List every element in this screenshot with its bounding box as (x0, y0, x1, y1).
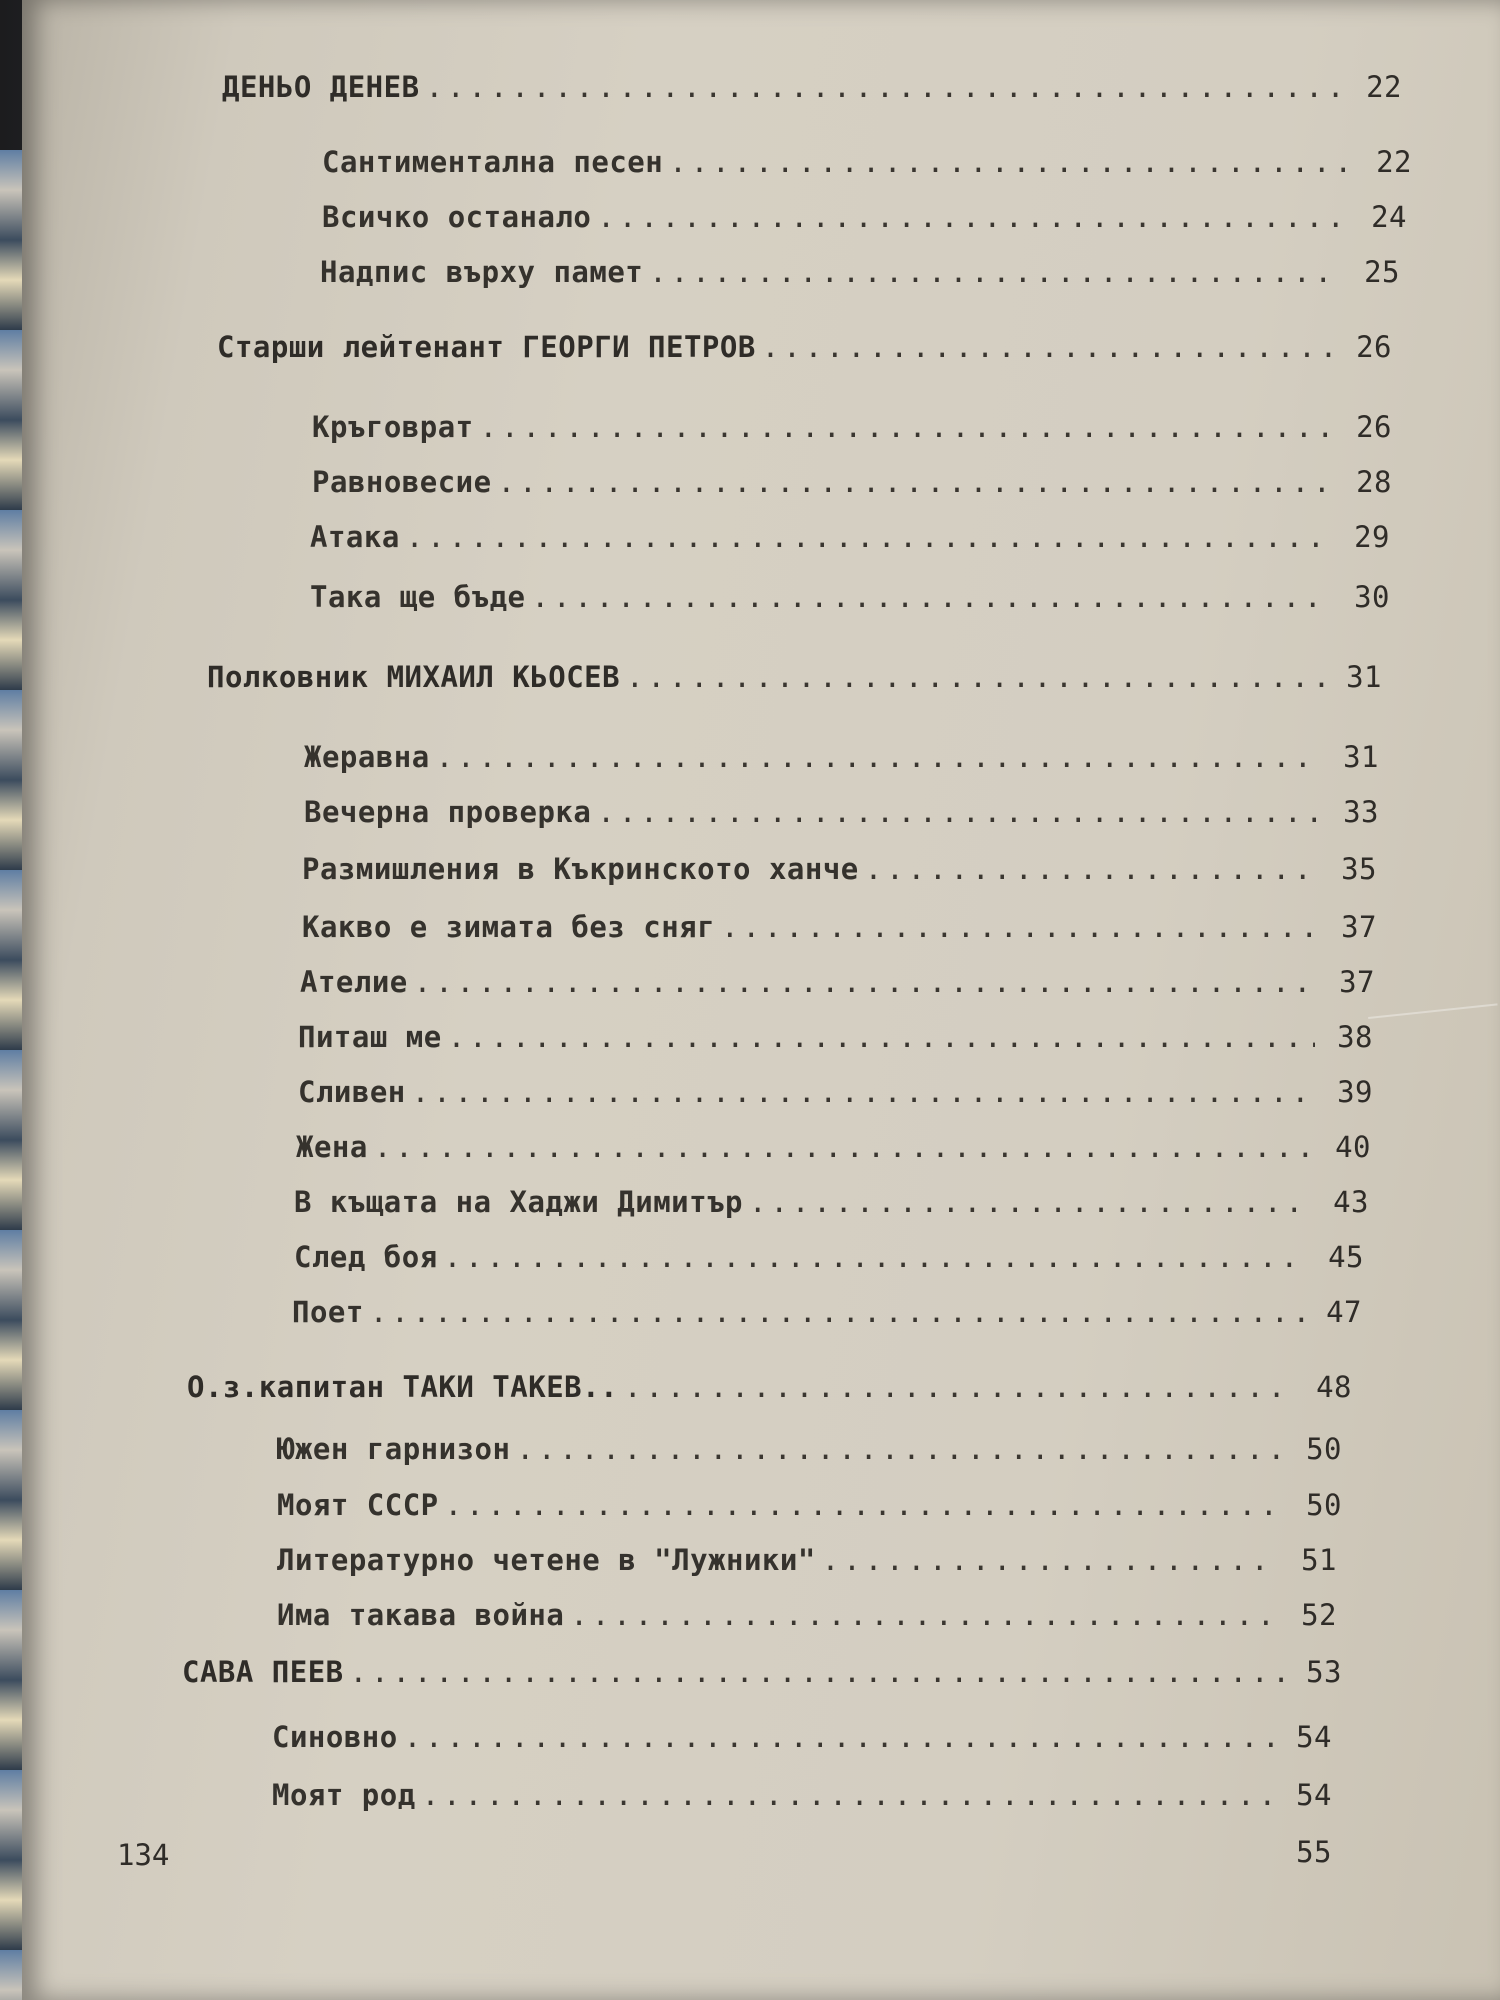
dot-leader (426, 70, 1344, 104)
toc-entry-page: 30 (1354, 580, 1390, 614)
toc-entry-page: 38 (1337, 1020, 1373, 1054)
toc-entry-page: 50 (1306, 1432, 1342, 1466)
toc-entry-title: Надпис върху памет (320, 255, 644, 289)
toc-entry-page: 31 (1343, 740, 1379, 774)
table-of-contents (22, 0, 1500, 2000)
toc-entry-page: 33 (1343, 795, 1379, 829)
dot-leader (626, 660, 1324, 694)
toc-entry-poem (294, 1185, 1369, 1225)
toc-entry-page: 39 (1337, 1075, 1373, 1109)
dot-leader (669, 145, 1354, 179)
toc-entry-title: Моят СССР (277, 1488, 439, 1522)
toc-entry-page: 50 (1306, 1488, 1342, 1522)
toc-entry-title: Синовно (272, 1720, 398, 1754)
toc-entry-page: 52 (1301, 1598, 1337, 1632)
toc-entry-poem (298, 1020, 1373, 1060)
toc-entry-poem (322, 200, 1407, 240)
toc-entry-title: Жеравна (304, 740, 430, 774)
dot-leader (649, 255, 1342, 289)
toc-entry-title: Питаш ме (298, 1020, 442, 1054)
toc-entry-title: В къщата на Хаджи Димитър (294, 1185, 743, 1219)
toc-entry-title: Сливен (298, 1075, 406, 1109)
toc-entry-title: Вечерна проверка (304, 795, 592, 829)
toc-entry-poem (312, 465, 1392, 505)
toc-entry-page: 25 (1364, 255, 1400, 289)
dot-leader (516, 1432, 1284, 1466)
toc-entry-page: 51 (1301, 1543, 1337, 1577)
toc-entry-page: 45 (1328, 1240, 1364, 1274)
toc-entry-page: 22 (1366, 70, 1402, 104)
dot-leader (350, 1655, 1284, 1689)
dot-leader (570, 1598, 1279, 1632)
toc-entry-page: 29 (1354, 520, 1390, 554)
dot-leader (498, 465, 1334, 499)
toc-entry-page: 26 (1356, 330, 1392, 364)
toc-entry-title: Всичко останало (322, 200, 592, 234)
toc-entry-page: 54 (1296, 1778, 1332, 1812)
toc-entry-title: Ателие (300, 965, 408, 999)
toc-entry-title: Така ще бъде (310, 580, 526, 614)
toc-entry-title: След боя (294, 1240, 438, 1274)
toc-entry-poem (320, 255, 1400, 295)
toc-entry-page: 43 (1333, 1185, 1369, 1219)
toc-entry-poem (272, 1778, 1332, 1818)
toc-entry-title: Старши лейтенант ГЕОРГИ ПЕТРОВ (217, 330, 756, 364)
dot-leader (532, 580, 1332, 614)
book-page (22, 0, 1500, 2000)
toc-entry-title: Какво е зимата без сняг (302, 910, 716, 944)
toc-entry-title: Атака (310, 520, 400, 554)
page-number: 134 (117, 1838, 170, 1872)
dot-leader (480, 410, 1334, 444)
toc-entry-title: Жена (296, 1130, 368, 1164)
toc-entry-title: Размишления в Къкринското ханче (302, 852, 859, 886)
toc-entry-poem (302, 910, 1377, 950)
dot-leader (597, 200, 1349, 234)
toc-entry-poem (298, 1075, 1373, 1115)
toc-entry-poem (310, 580, 1390, 620)
toc-entry-poem (304, 740, 1379, 780)
dot-leader (445, 1488, 1284, 1522)
toc-entry-poem (300, 965, 1375, 1005)
toc-entry-page: 24 (1371, 200, 1407, 234)
dot-leader (436, 740, 1321, 774)
dot-leader (444, 1240, 1306, 1274)
toc-entry-poem (302, 852, 1377, 892)
toc-entry-title: Сантиментална песен (322, 145, 664, 179)
dot-leader (448, 1020, 1315, 1054)
toc-entry-poem (277, 1598, 1337, 1638)
toc-entry-author (182, 1655, 1342, 1695)
toc-entry-poem (272, 1720, 1332, 1760)
toc-entry-title: О.з.капитан ТАКИ ТАКЕВ.. (187, 1370, 619, 1404)
dot-leader (597, 795, 1321, 829)
toc-entry-title: Литературно четене в "Лужники" (277, 1543, 816, 1577)
toc-entry-poem (296, 1130, 1371, 1170)
toc-entry-page: 47 (1326, 1295, 1362, 1329)
dot-leader (414, 965, 1317, 999)
dot-leader (762, 330, 1334, 364)
toc-entry-page: 35 (1341, 852, 1377, 886)
toc-entry-page: 40 (1335, 1130, 1371, 1164)
dot-leader (370, 1295, 1304, 1329)
dot-leader (721, 910, 1319, 944)
toc-entry-title: Поет (292, 1295, 364, 1329)
dot-leader (374, 1130, 1313, 1164)
dot-leader (624, 1370, 1294, 1404)
toc-entry-page: 28 (1356, 465, 1392, 499)
toc-entry-author (207, 660, 1382, 700)
toc-entry-page: 37 (1341, 910, 1377, 944)
toc-entry-title: Кръговрат (312, 410, 474, 444)
toc-entry-page: 53 (1306, 1655, 1342, 1689)
dot-leader (865, 852, 1319, 886)
dot-leader (404, 1720, 1274, 1754)
toc-entry-poem (1252, 1835, 1332, 1875)
toc-entry-page: 54 (1296, 1720, 1332, 1754)
toc-entry-poem (277, 1432, 1342, 1472)
toc-entry-page: 48 (1316, 1370, 1352, 1404)
toc-entry-page: 55 (1296, 1835, 1332, 1869)
toc-entry-title: Равновесие (312, 465, 492, 499)
toc-entry-author (217, 330, 1392, 370)
dot-leader (406, 520, 1332, 554)
toc-entry-poem (312, 410, 1392, 450)
dot-leader (822, 1543, 1279, 1577)
dot-leader (749, 1185, 1311, 1219)
toc-entry-page: 37 (1339, 965, 1375, 999)
toc-entry-title: САВА ПЕЕВ (182, 1655, 344, 1689)
toc-entry-poem (277, 1488, 1342, 1528)
toc-entry-title: Моят род (272, 1778, 416, 1812)
toc-entry-poem (304, 795, 1379, 835)
toc-entry-poem (294, 1240, 1364, 1280)
toc-entry-poem (310, 520, 1390, 560)
toc-entry-title: Полковник МИХАИЛ КЬОСЕВ (207, 660, 621, 694)
toc-entry-author (187, 1370, 1352, 1410)
toc-entry-page: 22 (1376, 145, 1412, 179)
dot-leader (412, 1075, 1315, 1109)
paper-crease (1368, 1003, 1500, 1098)
dot-leader (422, 1778, 1274, 1812)
toc-entry-poem (322, 145, 1412, 185)
toc-entry-title: Южен гарнизон (277, 1432, 511, 1466)
toc-entry-poem (277, 1543, 1337, 1583)
toc-entry-page: 26 (1356, 410, 1392, 444)
toc-entry-poem (292, 1295, 1362, 1335)
toc-entry-title: Има такава война (277, 1598, 565, 1632)
toc-entry-author (222, 70, 1402, 110)
toc-entry-title: ДЕНЬО ДЕНЕВ (222, 70, 420, 104)
toc-entry-page: 31 (1346, 660, 1382, 694)
